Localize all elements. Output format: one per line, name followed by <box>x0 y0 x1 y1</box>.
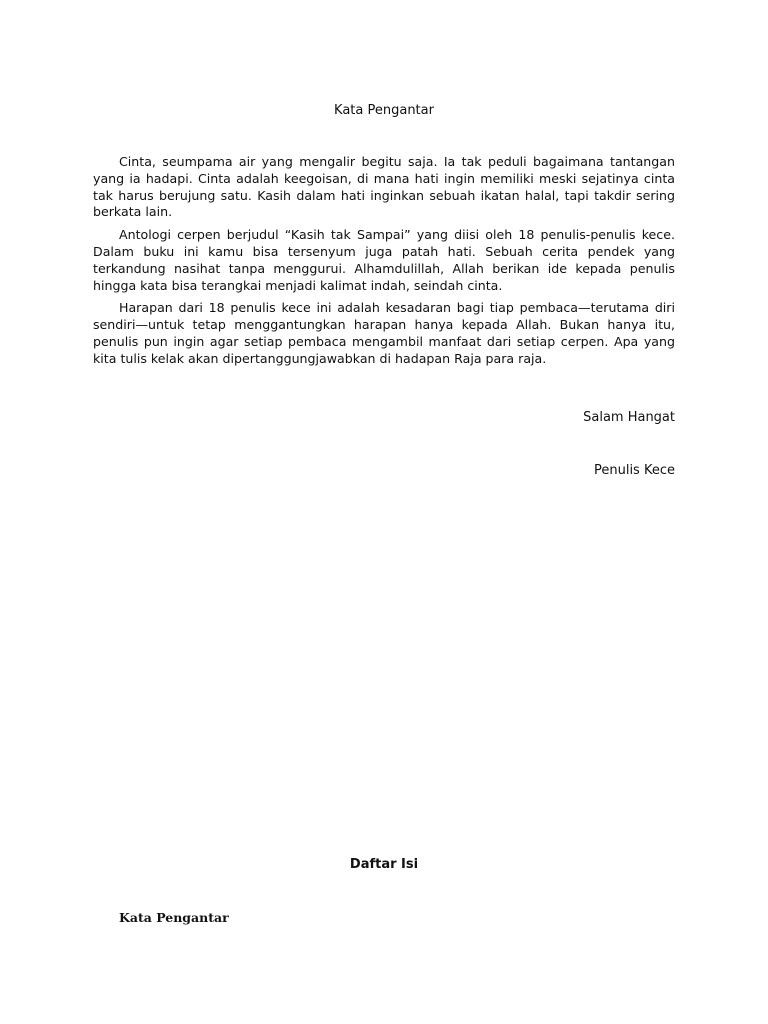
kata-pengantar-body <box>93 154 675 374</box>
toc-item-kata-pengantar: Kata Pengantar <box>119 910 229 925</box>
daftar-isi-title: Daftar Isi <box>349 857 419 872</box>
closing-greeting: Salam Hangat <box>583 410 675 425</box>
paragraph-1: Cinta, seumpama air yang mengalir begitu saja. Ia tak peduli bagaimana tantangan yang ia hadapi. Cinta adalah keegoisan, di mana hati ingin memiliki meski sejatinya cinta tak harus berujung satu. Kasih dalam hati inginkan sebuah ikatan halal, tapi takdir sering berkata lain. <box>93 154 675 220</box>
paragraph-3: Harapan dari 18 penulis kece ini adalah kesadaran bagi tiap pembaca—terutama diri sendiri—untuk tetap menggantungkan harapan hanya kepada Allah. Bukan hanya itu, penulis pun ingin agar setiap pembaca mengambil manfaat dari setiap cerpen. Apa yang kita tulis kelak akan dipertanggungjawabkan di hadapan Raja para raja. <box>93 300 675 366</box>
signature: Penulis Kece <box>593 463 675 478</box>
kata-pengantar-title: Kata Pengantar <box>334 103 434 118</box>
paragraph-2: Antologi cerpen berjudul “Kasih tak Sampai” yang diisi oleh 18 penulis-penulis kece. Dalam buku ini kamu bisa tersenyum juga patah hati. Sebuah cerita pendek yang terkandung nasihat tanpa menggurui. Alhamdulillah, Allah berikan ide kepada penulis hingga kata bisa terangkai menjadi kalimat indah, seindah cinta. <box>93 227 675 293</box>
